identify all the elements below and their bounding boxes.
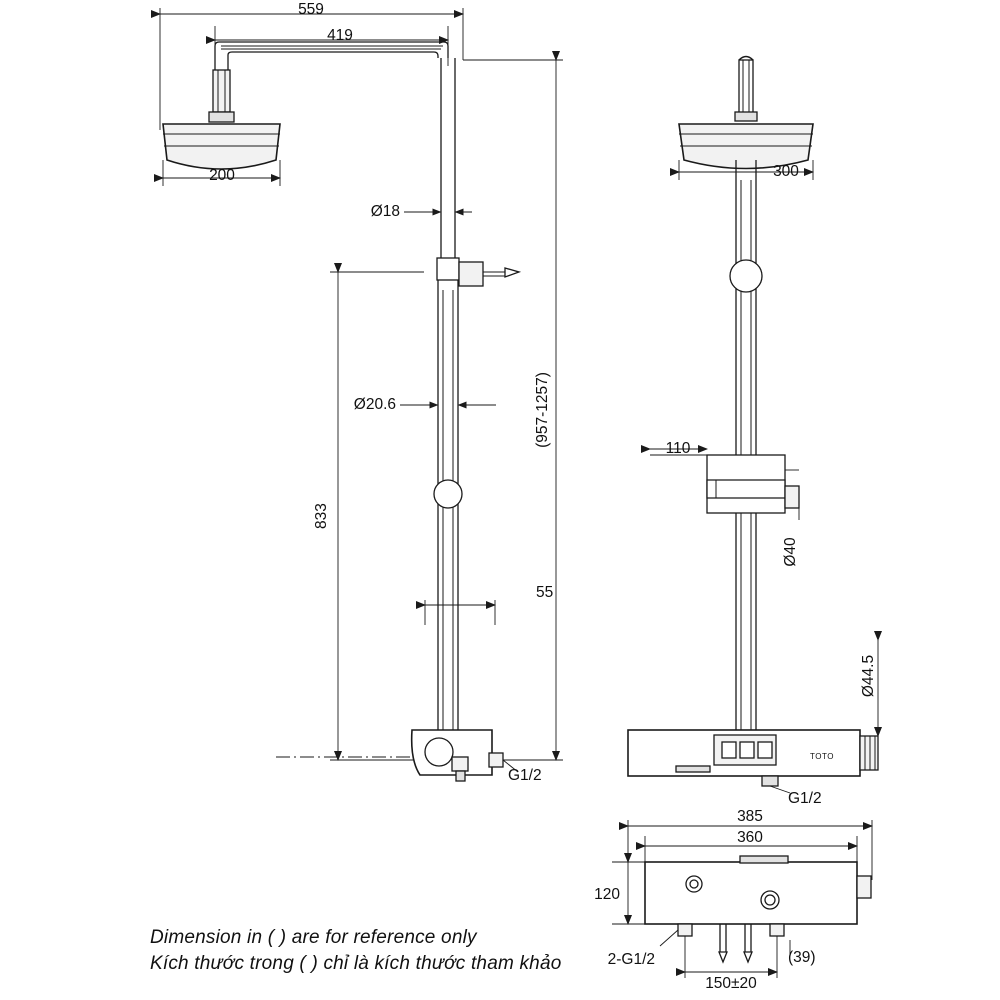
dim-riser-height: 833	[313, 503, 330, 529]
dim-body-projection: 55	[536, 584, 554, 601]
dim-outlet-diameter: Ø44.5	[860, 654, 877, 698]
reference-note-en: Dimension in ( ) are for reference only	[150, 927, 477, 948]
brand-label: TOTO	[810, 752, 834, 761]
dim-arm-reach: 419	[327, 27, 353, 44]
dim-riser-upper-diameter: Ø18	[370, 203, 400, 220]
dim-body-depth: 120	[594, 886, 620, 903]
dim-riser-lower-diameter: Ø20.6	[353, 396, 396, 413]
dim-supply-offset: (39)	[788, 949, 816, 966]
dim-supply-centers: 150±20	[705, 975, 757, 992]
dim-bracket-width: 110	[665, 440, 691, 457]
dim-supply-threads: 2-G1/2	[607, 951, 655, 968]
reference-note-vi: Kích thước trong ( ) chỉ là kích thước tham khảo	[150, 953, 562, 974]
dim-inlet-thread-front: G1/2	[508, 767, 542, 784]
dim-head-diameter: 200	[209, 167, 235, 184]
dim-bracket-diameter: Ø40	[782, 537, 799, 567]
dim-head-width: 300	[773, 163, 799, 180]
dim-head-height-range: (957-1257)	[534, 372, 551, 448]
reference-note	[150, 925, 670, 977]
dim-outlet-thread-side: G1/2	[788, 790, 822, 807]
dim-body-overall-width: 385	[737, 808, 763, 825]
side-elevation-view	[628, 57, 878, 794]
dim-body-width: 360	[737, 829, 763, 846]
front-elevation-view	[160, 8, 563, 781]
dim-overall-width: 559	[298, 1, 324, 18]
